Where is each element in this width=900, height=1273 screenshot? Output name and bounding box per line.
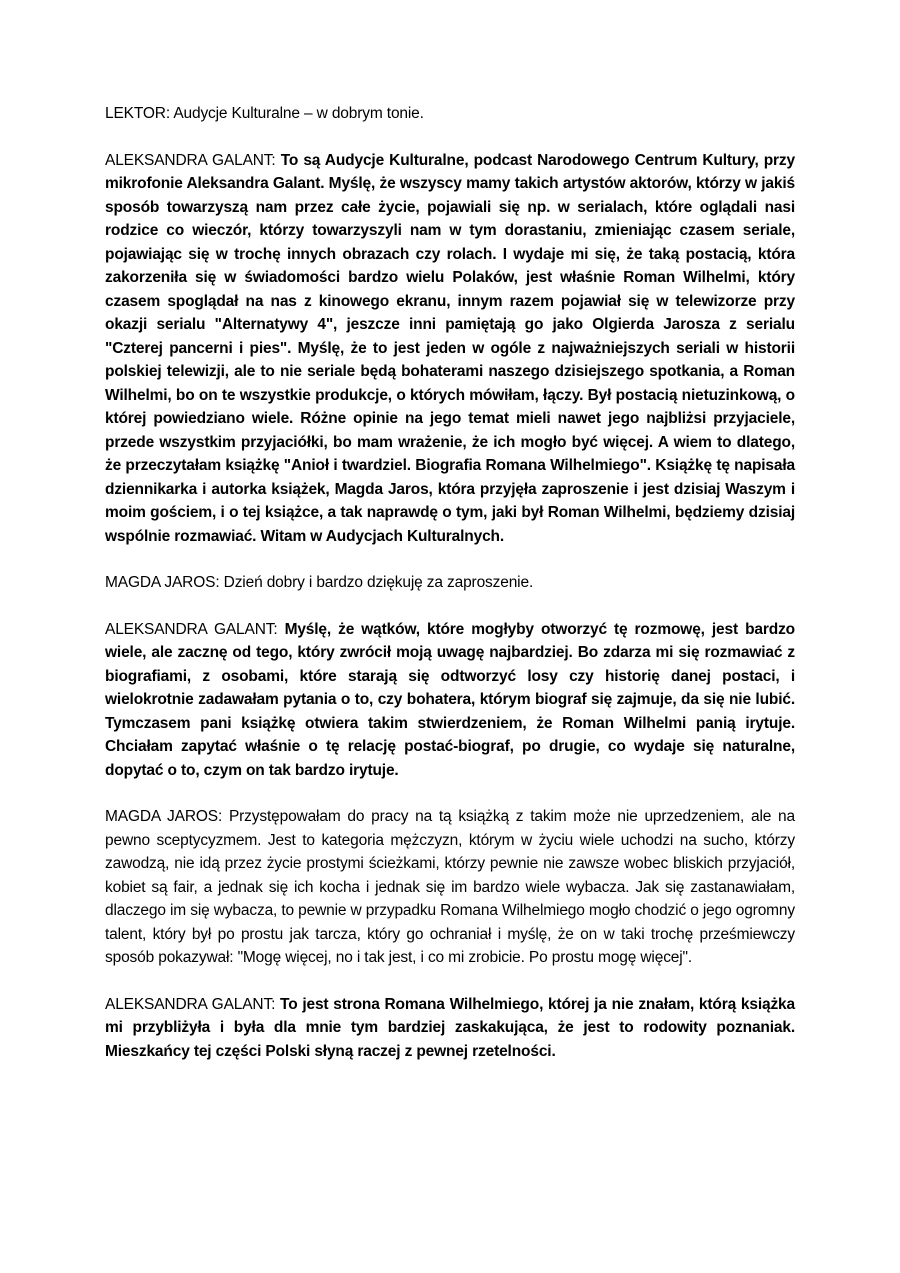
transcript-paragraph-galant-3 bbox=[105, 993, 795, 1064]
speech-text: To jest strona Romana Wilhelmiego, której ja nie znałam, którą książka mi przybliżyła i była dla mnie tym bardziej zaskakująca, że jest to rodowity poznaniak. Mieszkańcy tej części Polski słyną raczej z pewnej rzetelności. bbox=[105, 995, 795, 1060]
speech-text: Audycje Kulturalne – w dobrym tonie. bbox=[173, 105, 424, 122]
speech-text: Dzień dobry i bardzo dziękuję za zaproszenie. bbox=[223, 574, 534, 591]
speech-text: Przystępowałam do pracy na tą książką z takim może nie uprzedzeniem, ale na pewno sceptycyzmem. Jest to kategoria mężczyzn, którym w życiu wiele uchodzi na sucho, którzy zawodzą, nie idą przez życie prostymi ścieżkami, którzy pewnie nie zawsze wobec bliskich przyjaciół, kobiet są fair, a jednak się ich kocha i jednak się im bardzo wiele wybacza. Jak się zastanawiałam, dlaczego im się wybacza, to pewnie w przypadku Romana Wilhelmiego mogło chodzić o jego ogromny talent, który był po prostu jak tarcza, który go ochraniał i myślę, że on w taki trochę prześmiewczy sposób pokazywał: "Mogę więcej, no i tak jest, i co mi zrobicie. Po prostu mogę więcej". bbox=[105, 808, 795, 966]
speaker-label: ALEKSANDRA GALANT: bbox=[105, 151, 276, 169]
speaker-label: ALEKSANDRA GALANT: bbox=[105, 995, 276, 1013]
speech-text: To są Audycje Kulturalne, podcast Narodowego Centrum Kultury, przy mikrofonie Aleksandra Galant. Myślę, że wszyscy mamy takich artystów aktorów, którzy w jakiś sposób towarzyszą nam przez całe życie, pojawiali się np. w serialach, które oglądali nasi rodzice co wieczór, którzy towarzyszyli nam w tym dorastaniu, zmieniając czasem seriale, pojawiając się w trochę innych obrazach czy rolach. I wydaje mi się, że taką postacią, która zakorzeniła się w świadomości bardzo wielu Polaków, jest właśnie Roman Wilhelmi, który czasem spoglądał na nas z kinowego ekranu, innym razem pojawiał się w telewizorze przy okazji serialu "Alternatywy 4", jeszcze inni pamiętają go jako Olgierda Jarosza z serialu "Czterej pancerni i pies". Myślę, że to jest jeden w ogóle z najważniejszych seriali w historii polskiej telewizji, ale to nie seriale będą bohaterami naszego dzisiejszego spotkania, a Roman Wilhelmi, bo on te wszystkie produkcje, o których mówiłam, łączy. Był postacią nietuzinkową, o której powiedziano wiele. Różne opinie na jego temat mieli nawet jego najbliżsi przyjaciele, przede wszystkim przyjaciółki, bo mam wrażenie, że ich mogło być więcej. A wiem to dlatego, że przeczytałam książkę "Anioł i twardziel. Biografia Romana Wilhelmiego". Książkę tę napisała dziennikarka i autorka książek, Magda Jaros, która przyjęła zaproszenie i jest dzisiaj Waszym i moim gościem, i o tej książce, a tak naprawdę o tym, jaki był Roman Wilhelmi, będziemy dzisiaj wspólnie rozmawiać. Witam w Audycjach Kulturalnych. bbox=[105, 151, 795, 545]
speaker-label: MAGDA JAROS: bbox=[105, 808, 223, 825]
transcript-paragraph-lektor bbox=[105, 102, 795, 126]
speech-text: Myślę, że wątków, które mogłyby otworzyć tę rozmowę, jest bardzo wiele, ale zacznę od tego, który zwrócił moją uwagę najbardziej. Bo zdarza mi się rozmawiać z biografiami, z osobami, które starają się odtworzyć losy czy historię danej postaci, i wielokrotnie zadawałam pytania o to, czy bohatera, którym biograf się zajmuje, da się nie lubić. Tymczasem pani książkę otwiera takim stwierdzeniem, że Roman Wilhelmi panią irytuje. Chciałam zapytać właśnie o tę relację postać-biograf, po drugie, co wydaje się naturalne, dopytać o to, czym on tak bardzo irytuje. bbox=[105, 620, 795, 779]
speaker-label: ALEKSANDRA GALANT: bbox=[105, 620, 278, 638]
transcript-paragraph-jaros-2 bbox=[105, 805, 795, 970]
transcript-paragraph-galant-2 bbox=[105, 618, 795, 783]
speaker-label: LEKTOR: bbox=[105, 105, 170, 122]
transcript-paragraph-galant-1 bbox=[105, 149, 795, 549]
speaker-label: MAGDA JAROS: bbox=[105, 574, 220, 591]
transcript-paragraph-jaros-1 bbox=[105, 571, 795, 595]
